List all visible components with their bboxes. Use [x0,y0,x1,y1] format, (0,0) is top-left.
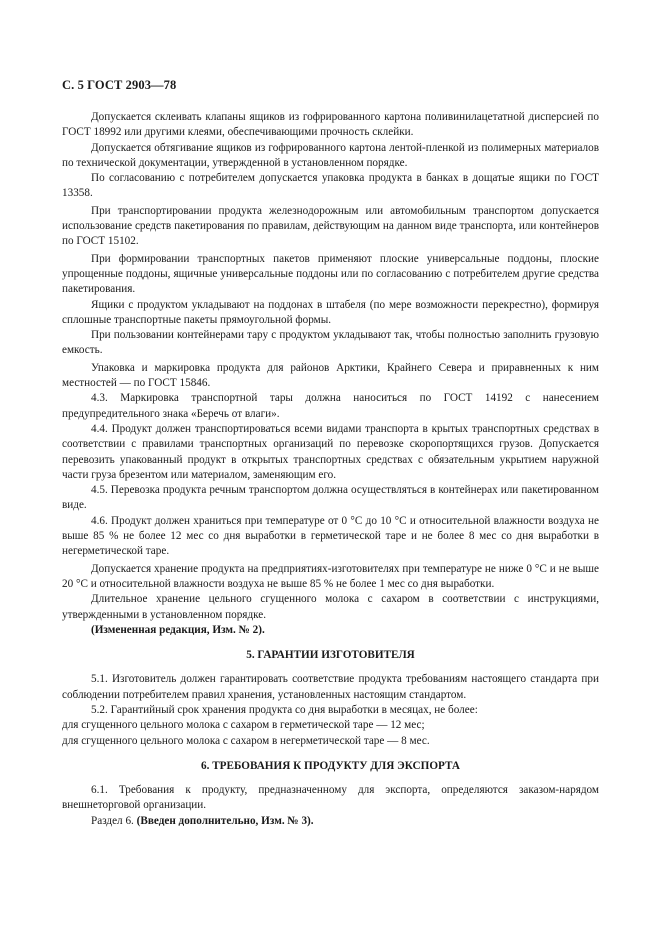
document-body [62,110,599,829]
paragraph: При формировании транспортных пакетов применяют плоские универсальные поддоны, плоские упрощенные поддоны, ящичные универсальные поддоны или по согласованию с потребителем другие средства пакетирования. [62,252,599,296]
section-5-title: 5. ГАРАНТИИ ИЗГОТОВИТЕЛЯ [246,649,415,662]
paragraph: 4.4. Продукт должен транспортироваться всеми видами транспорта в крытых транспортных средствах в соответствии с правилами транспортных организаций по перевозке скоропортящихся грузов. Допускается перевозить упакованный продукт в открытых транспортных средствах с обязательным укрытием наружной части груза брезентом или материалом, заменяющим его. [62,422,599,481]
paragraph: Допускается обтягивание ящиков из гофрированного картона лентой-пленкой из полимерных материалов по технической документации, утвержденной в установленном порядке. [62,141,599,169]
paragraph: 4.5. Перевозка продукта речным транспортом должна осуществляться в контейнерах или пакетированном виде. [62,484,599,512]
amendment-text: (Введен дополнительно, Изм. № 3). [136,814,314,827]
section-reference: Раздел 6. [91,814,137,827]
amendment-note: (Измененная редакция, Изм. № 2). [91,623,265,636]
paragraph: При транспортировании продукта железнодорожным или автомобильным транспортом допускается использование средств пакетирования по правилам, действующим на данном виде транспорта, или контейнеров по ГОСТ 15102. [62,204,599,248]
paragraph: При пользовании контейнерами тару с продуктом укладывают так, чтобы полностью заполнить грузовую емкость. [62,329,599,357]
paragraph: 6.1. Требования к продукту, предназначенному для экспорта, определяются заказом-нарядом внешнеторговой организации. [62,784,599,812]
paragraph: По согласованию с потребителем допускается упаковка продукта в банках в дощатые ящики по ГОСТ 13358. [62,172,599,200]
paragraph: 4.3. Маркировка транспортной тары должна наноситься по ГОСТ 14192 с нанесением предупредительного знака «Беречь от влаги». [62,392,599,420]
paragraph: 5.1. Изготовитель должен гарантировать соответствие продукта требованиям настоящего стандарта при соблюдении потребителем правил хранения, установленных настоящим стандартом. [62,673,599,701]
page-header: С. 5 ГОСТ 2903—78 [62,78,177,92]
amendment-note-3 [62,814,599,829]
paragraph: 5.2. Гарантийный срок хранения продукта со дня выработки в месяцах, не более: [91,703,478,716]
section-6-title: 6. ТРЕБОВАНИЯ К ПРОДУКТУ ДЛЯ ЭКСПОРТА [201,759,460,772]
paragraph: Ящики с продуктом укладывают на поддонах в штабеля (по мере возможности перекрестно), формируя сплошные транспортные пакеты прямоугольной формы. [62,298,599,326]
paragraph: Допускается склеивать клапаны ящиков из гофрированного картона поливинилацетатной дисперсией по ГОСТ 18992 или другими клеями, обеспечивающими прочность склейки. [62,111,599,139]
paragraph: Допускается хранение продукта на предприятиях-изготовителях при температуре не ниже 0 °С и не выше 20 °С и относительной влажности воздуха не выше 85 % не более 1 мес со дня выработки. [62,562,599,590]
paragraph: 4.6. Продукт должен храниться при температуре от 0 °С до 10 °С и относительной влажности воздуха не выше 85 % не более 12 мес со дня выработки в герметической таре и не более 8 мес со дня выработки в негерметической таре. [62,514,599,558]
list-line: для сгущенного цельного молока с сахаром в герметической таре — 12 мес; [62,719,425,732]
paragraph: Длительное хранение цельного сгущенного молока с сахаром в соответствии с инструкциями, утвержденными в установленном порядке. [62,593,599,621]
paragraph: Упаковка и маркировка продукта для районов Арктики, Крайнего Севера и приравненных к ним местностей — по ГОСТ 15846. [62,361,599,390]
list-line: для сгущенного цельного молока с сахаром в негерметической таре — 8 мес. [62,734,430,747]
